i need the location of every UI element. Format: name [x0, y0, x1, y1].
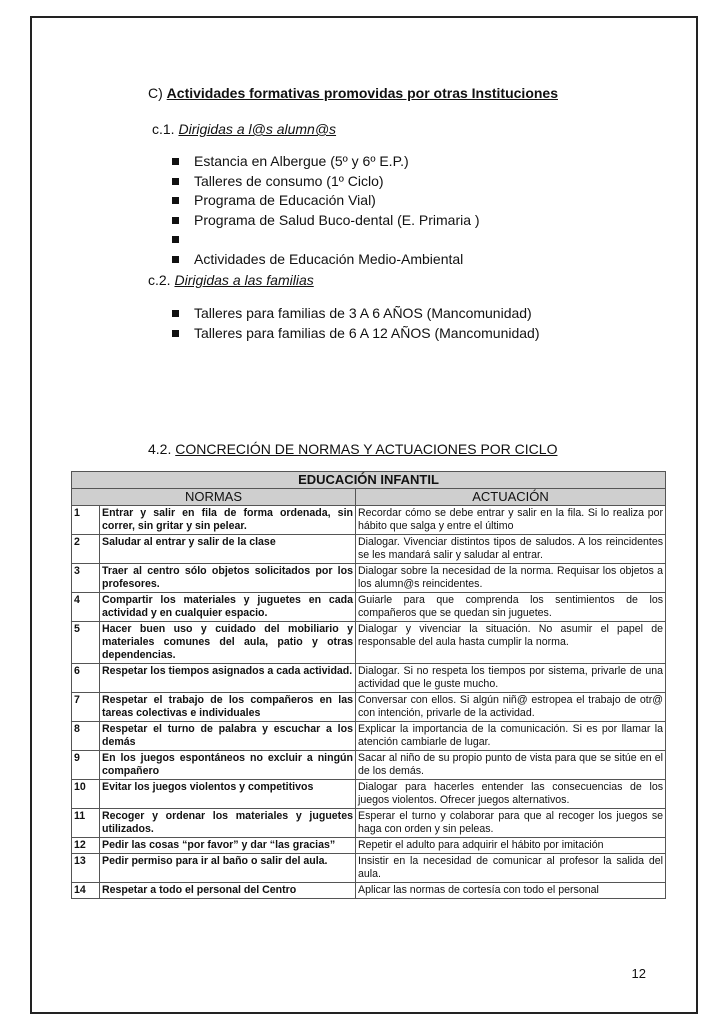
actuacion-cell: Esperar el turno y colaborar para que al recoger los juegos se haga con orden y sin peleas. — [356, 809, 666, 838]
norma-cell: Compartir los materiales y juguetes en cada actividad y en cualquier espacio. — [100, 593, 356, 622]
actuacion-cell: Repetir el adulto para adquirir el hábito por imitación — [356, 838, 666, 854]
bullet-item — [168, 324, 540, 344]
actuacion-cell: Insistir en la necesidad de comunicar al profesor la salida del aula. — [356, 854, 666, 883]
norma-cell: Saludar al entrar y salir de la clase — [100, 535, 356, 564]
table-row — [72, 854, 666, 883]
table-row — [72, 809, 666, 838]
actuacion-cell: Recordar cómo se debe entrar y salir en la fila. Si lo realiza por hábito que salga y entre el último — [356, 506, 666, 535]
section-4-2-heading: 4.2. CONCRECIÓN DE NORMAS Y ACTUACIONES POR CICLO — [148, 441, 558, 457]
row-number: 6 — [72, 664, 100, 693]
square-bullet-icon — [172, 236, 179, 243]
bullet-text: Estancia en Albergue (5º y 6º E.P.) — [194, 153, 409, 169]
table-row — [72, 883, 666, 899]
column-header-actuacion: ACTUACIÓN — [356, 489, 666, 506]
table-row — [72, 564, 666, 593]
table-title-row — [72, 472, 666, 489]
norma-cell: Hacer buen uso y cuidado del mobiliario y materiales comunes del aula, patio y otras dependencias. — [100, 622, 356, 664]
actuacion-cell: Dialogar. Vivenciar distintos tipos de saludos. A los reincidentes se les mandará salir y saludar al entrar. — [356, 535, 666, 564]
row-number: 12 — [72, 838, 100, 854]
row-number: 10 — [72, 780, 100, 809]
page-number: 12 — [631, 966, 646, 981]
c1-bullet-list — [168, 152, 480, 270]
table-row — [72, 664, 666, 693]
square-bullet-icon — [172, 256, 179, 263]
actuacion-cell: Explicar la importancia de la comunicación. Si es por llamar la atención cambiarle de lugar. — [356, 722, 666, 751]
row-number: 13 — [72, 854, 100, 883]
actuacion-cell: Dialogar para hacerles entender las consecuencias de los juegos violentos. Ofrecer juegos alternativos. — [356, 780, 666, 809]
bullet-text: Programa de Salud Buco-dental (E. Primaria ) — [194, 211, 480, 228]
norms-table — [71, 471, 666, 899]
bullet-text: Talleres de consumo (1º Ciclo) — [194, 172, 384, 189]
table-row — [72, 751, 666, 780]
norma-cell: Entrar y salir en fila de forma ordenada, sin correr, sin gritar y sin pelear. — [100, 506, 356, 535]
row-number: 4 — [72, 593, 100, 622]
row-number: 3 — [72, 564, 100, 593]
actuacion-cell: Dialogar. Si no respeta los tiempos por sistema, privarle de una actividad que le guste mucho. — [356, 664, 666, 693]
bullet-text: Talleres para familias de 6 A 12 AÑOS (Mancomunidad) — [194, 324, 540, 341]
actuacion-cell: Sacar al niño de su propio punto de vista para que se sitúe en el de los demás. — [356, 751, 666, 780]
square-bullet-icon — [172, 310, 179, 317]
table-row — [72, 622, 666, 664]
row-number: 9 — [72, 751, 100, 780]
bullet-text: Programa de Educación Vial) — [194, 192, 376, 209]
subsection-c1-heading: c.1. Dirigidas a l@s alumn@s — [152, 121, 337, 137]
bullet-item — [168, 304, 540, 324]
table-row — [72, 780, 666, 809]
norma-cell: Pedir las cosas “por favor” y dar “las gracias” — [100, 838, 356, 854]
bullet-item — [168, 250, 480, 270]
norma-cell: Recoger y ordenar los materiales y juguetes utilizados. — [100, 809, 356, 838]
bullet-item — [168, 152, 480, 172]
norma-cell: Respetar a todo el personal del Centro — [100, 883, 356, 899]
table-row — [72, 722, 666, 751]
table-row — [72, 593, 666, 622]
actuacion-cell: Dialogar y vivenciar la situación. No asumir el papel de responsable del aula hasta cumplir la norma. — [356, 622, 666, 664]
row-number: 1 — [72, 506, 100, 535]
row-number: 11 — [72, 809, 100, 838]
norma-cell: En los juegos espontáneos no excluir a ningún compañero — [100, 751, 356, 780]
bullet-item — [168, 172, 480, 192]
bullet-text: Actividades de Educación Medio-Ambiental — [194, 250, 464, 267]
table-row — [72, 838, 666, 854]
norma-cell: Evitar los juegos violentos y competitivos — [100, 780, 356, 809]
column-header-normas: NORMAS — [72, 489, 356, 506]
actuacion-cell: Aplicar las normas de cortesía con todo el personal — [356, 883, 666, 899]
square-bullet-icon — [172, 197, 179, 204]
norma-cell: Respetar los tiempos asignados a cada actividad. — [100, 664, 356, 693]
norma-cell: Respetar el trabajo de los compañeros en las tareas colectivas e individuales — [100, 693, 356, 722]
table-row — [72, 535, 666, 564]
bullet-item — [168, 211, 480, 231]
actuacion-cell: Guiarle para que comprenda los sentimientos de los compañeros que se quedan sin juguetes. — [356, 593, 666, 622]
table-title: EDUCACIÓN INFANTIL — [72, 472, 666, 489]
table-row — [72, 693, 666, 722]
norma-cell: Traer al centro sólo objetos solicitados por los profesores. — [100, 564, 356, 593]
c2-bullet-list — [168, 304, 540, 343]
norma-cell: Pedir permiso para ir al baño o salir del aula. — [100, 854, 356, 883]
row-number: 5 — [72, 622, 100, 664]
bullet-item — [168, 230, 480, 250]
actuacion-cell: Conversar con ellos. Si algún niñ@ estropea el trabajo de otr@ con intención, privarle de la actividad. — [356, 693, 666, 722]
row-number: 14 — [72, 883, 100, 899]
row-number: 7 — [72, 693, 100, 722]
square-bullet-icon — [172, 217, 179, 224]
table-row — [72, 506, 666, 535]
section-c-heading: C) Actividades formativas promovidas por otras Instituciones — [148, 85, 558, 101]
row-number: 8 — [72, 722, 100, 751]
square-bullet-icon — [172, 330, 179, 337]
table-header-row — [72, 489, 666, 506]
square-bullet-icon — [172, 178, 179, 185]
norma-cell: Respetar el turno de palabra y escuchar a los demás — [100, 722, 356, 751]
bullet-item — [168, 191, 480, 211]
row-number: 2 — [72, 535, 100, 564]
subsection-c2-heading: c.2. Dirigidas a las familias — [148, 272, 314, 288]
square-bullet-icon — [172, 158, 179, 165]
bullet-text: Talleres para familias de 3 A 6 AÑOS (Mancomunidad) — [194, 305, 532, 321]
actuacion-cell: Dialogar sobre la necesidad de la norma. Requisar los objetos a los alumn@s reincidentes. — [356, 564, 666, 593]
